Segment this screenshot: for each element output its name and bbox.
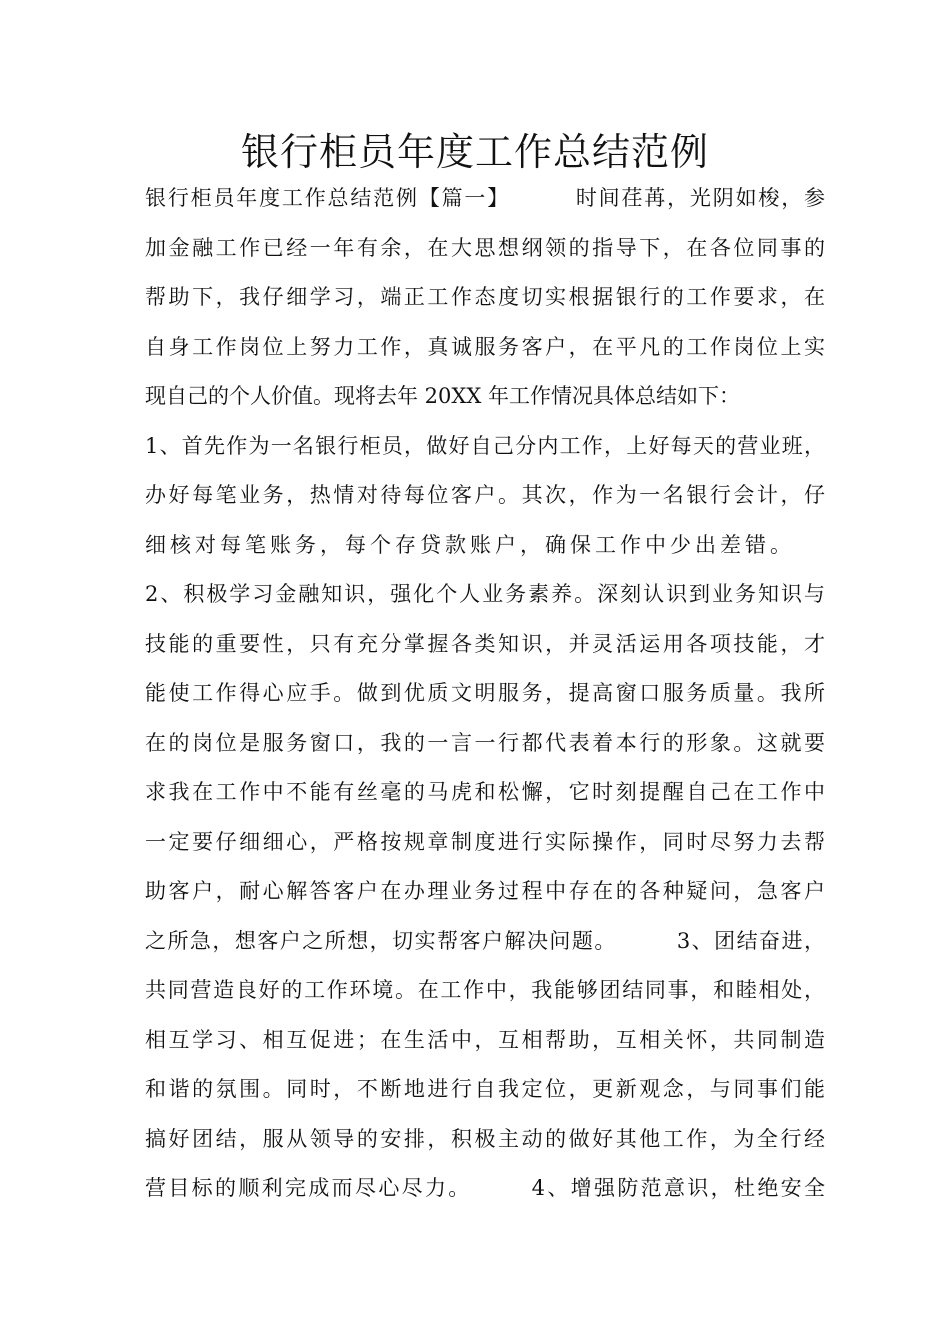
text-line: 相互学习、相互促进；在生活中，互相帮助，互相关怀，共同制造 (145, 1027, 825, 1052)
text-line: 2、积极学习金融知识，强化个人业务素养。深刻认识到业务知识与 (145, 582, 825, 606)
text-line: 加金融工作已经一年有余，在大思想纲领的指导下，在各位同事的 (145, 235, 825, 260)
text-line-part: 时间荏苒，光阴如梭，参 (574, 186, 826, 210)
document-title: 银行柜员年度工作总结范例 (240, 130, 709, 174)
text-line-part: 之所急，想客户之所想，切实帮客户解决问题。 (145, 928, 617, 953)
text-line (145, 1164, 825, 1214)
text-line-part: 4、增强防范意识，杜绝安全 (531, 1176, 825, 1200)
text-line: 共同营造良好的工作环境。在工作中，我能够团结同事，和睦相处， (145, 978, 825, 1002)
text-line-part: 银行柜员年度工作总结范例【篇一】 (145, 186, 511, 210)
text-line (145, 174, 825, 224)
text-line: 能使工作得心应手。做到优质文明服务，提高窗口服务质量。我所 (145, 681, 825, 705)
text-line (145, 917, 825, 967)
text-line: 帮助下，我仔细学习，端正工作态度切实根据银行的工作要求，在 (145, 285, 825, 309)
text-line-part: 3、团结奋进， (676, 928, 825, 953)
text-line: 技能的重要性，只有充分掌握各类知识，并灵活运用各项技能，才 (145, 631, 825, 656)
text-line: 一定要仔细细心，严格按规章制度进行实际操作，同时尽努力去帮 (145, 829, 825, 854)
text-line: 细核对每笔账务，每个存贷款账户，确保工作中少出差错。 (145, 532, 795, 557)
text-line: 办好每笔业务，热情对待每位客户。其次，作为一名银行会计，仔 (145, 483, 825, 507)
text-line: 和谐的氛围。同时，不断地进行自我定位，更新观念，与同事们能 (145, 1077, 825, 1101)
text-line: 自身工作岗位上努力工作，真诚服务客户，在平凡的工作岗位上实 (145, 334, 825, 359)
document-body (145, 174, 825, 1214)
text-line: 现自己的个人价值。现将去年 20XX 年工作情况具体总结如下： (145, 384, 740, 408)
text-line-part: 营目标的顺利完成而尽心尽力。 (145, 1176, 472, 1200)
text-line: 搞好团结，服从领导的安排，积极主动的做好其他工作，为全行经 (145, 1126, 825, 1151)
text-line: 在的岗位是服务窗口，我的一言一行都代表着本行的形象。这就要 (145, 730, 825, 755)
text-line: 求我在工作中不能有丝毫的马虎和松懈，它时刻提醒自己在工作中 (145, 780, 825, 804)
text-line: 1、首先作为一名银行柜员，做好自己分内工作，上好每天的营业班， (145, 433, 825, 458)
text-line: 助客户，耐心解答客户在办理业务过程中存在的各种疑问，急客户 (145, 879, 825, 903)
